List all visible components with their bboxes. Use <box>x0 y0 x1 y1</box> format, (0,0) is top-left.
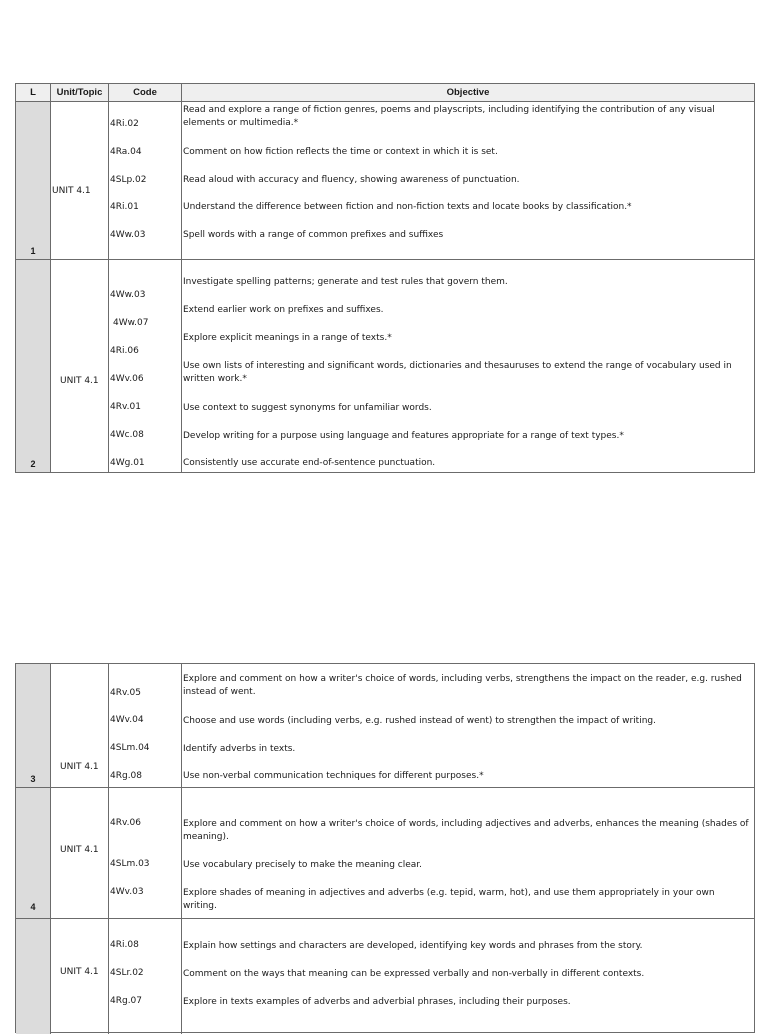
lesson-number: 1 <box>30 246 36 256</box>
code-cell: 4Rv.01 <box>110 402 141 412</box>
objective-cell: Explore explicit meanings in a range of texts.* <box>183 333 392 343</box>
objective-cell: Develop writing for a purpose using language and features appropriate for a range of text types.* <box>183 431 624 441</box>
objective-cell: Use vocabulary precisely to make the meaning clear. <box>183 860 423 870</box>
table-header <box>16 84 754 102</box>
code-cell: 4Ri.02 <box>110 119 139 129</box>
objectives-table-2 <box>15 663 755 1033</box>
header-l: L <box>30 87 36 98</box>
objective-cell: Explore and comment on how a writer's choice of words, including adjectives and adverbs, enhances the meaning (shades of meaning). <box>183 819 749 842</box>
header-unit-topic: Unit/Topic <box>56 87 103 98</box>
objective-cell: Identify adverbs in texts. <box>183 744 296 754</box>
objective-cell: Spell words with a range of common prefixes and suffixes <box>183 230 444 240</box>
unit-topic: UNIT 4.1 <box>60 845 99 855</box>
code-cell: 4Ri.01 <box>110 202 139 212</box>
lesson-column <box>16 102 50 472</box>
lesson-number: 2 <box>30 459 36 469</box>
objective-cell: Comment on the ways that meaning can be expressed verbally and non-verbally in different contexts. <box>183 969 645 979</box>
objective-cell: Choose and use words (including verbs, e.g. rushed instead of went) to strengthen the impact of writing. <box>183 716 656 726</box>
objective-cell: Investigate spelling patterns; generate and test rules that govern them. <box>183 277 508 287</box>
lesson-column <box>16 664 50 1034</box>
objective-cell: Explore shades of meaning in adjectives and adverbs (e.g. tepid, warm, hot), and use them appropriately in your own writing. <box>183 888 715 911</box>
objective-cell: Read and explore a range of fiction genres, poems and playscripts, including identifying the contribution of any visual elements or multimedia.* <box>183 105 715 128</box>
unit-topic: UNIT 4.1 <box>52 186 91 196</box>
objective-cell: Explore and comment on how a writer's choice of words, including verbs, strengthens the impact on the reader, e.g. rushed instead of went. <box>183 674 742 697</box>
unit-topic: UNIT 4.1 <box>60 967 99 977</box>
objective-cell: Use context to suggest synonyms for unfamiliar words. <box>183 403 432 413</box>
lesson-number: 4 <box>30 902 36 912</box>
objective-cell: Consistently use accurate end-of-sentence punctuation. <box>183 458 436 468</box>
objectives-table-1 <box>15 83 755 473</box>
code-cell: 4Ri.08 <box>110 940 139 950</box>
objective-cell: Use non-verbal communication techniques for different purposes.* <box>183 771 484 781</box>
code-cell: 4Wg.01 <box>110 458 145 468</box>
unit-topic: UNIT 4.1 <box>60 376 99 386</box>
code-cell: 4Rg.07 <box>110 996 143 1006</box>
objective-cell: Explore in texts examples of adverbs and adverbial phrases, including their purposes. <box>183 997 571 1007</box>
code-cell: 4SLm.04 <box>110 743 150 753</box>
header-code: Code <box>133 87 157 98</box>
code-cell: 4SLp.02 <box>110 175 147 185</box>
header-objective: Objective <box>446 87 490 98</box>
objective-cell: Read aloud with accuracy and fluency, showing awareness of punctuation. <box>183 175 520 185</box>
code-cell: 4Ww.03 <box>110 230 146 240</box>
code-cell: 4Ri.06 <box>110 346 139 356</box>
code-cell: 4Ww.07 <box>113 318 149 328</box>
objective-cell: Extend earlier work on prefixes and suffixes. <box>183 305 384 315</box>
code-cell: 4Ww.03 <box>110 290 146 300</box>
code-cell: 4Rv.05 <box>110 688 141 698</box>
lesson-number: 3 <box>30 774 36 784</box>
objective-cell: Comment on how fiction reflects the time or context in which it is set. <box>183 147 498 157</box>
code-cell: 4Rg.08 <box>110 771 143 781</box>
code-cell: 4Ra.04 <box>110 147 142 157</box>
code-cell: 4Wc.08 <box>110 430 144 440</box>
objective-cell: Understand the difference between fiction and non-fiction texts and locate books by classification.* <box>183 202 632 212</box>
objective-cell: Use own lists of interesting and significant words, dictionaries and thesauruses to extend the range of vocabulary used in written work.* <box>183 361 732 384</box>
code-cell: 4SLr.02 <box>110 968 144 978</box>
code-cell: 4Rv.06 <box>110 818 141 828</box>
objective-cell: Explain how settings and characters are developed, identifying key words and phrases from the story. <box>183 941 643 951</box>
code-cell: 4Wv.04 <box>110 715 144 725</box>
code-cell: 4SLm.03 <box>110 859 150 869</box>
code-cell: 4Wv.06 <box>110 374 144 384</box>
unit-topic: UNIT 4.1 <box>60 762 99 772</box>
code-cell: 4Wv.03 <box>110 887 144 897</box>
